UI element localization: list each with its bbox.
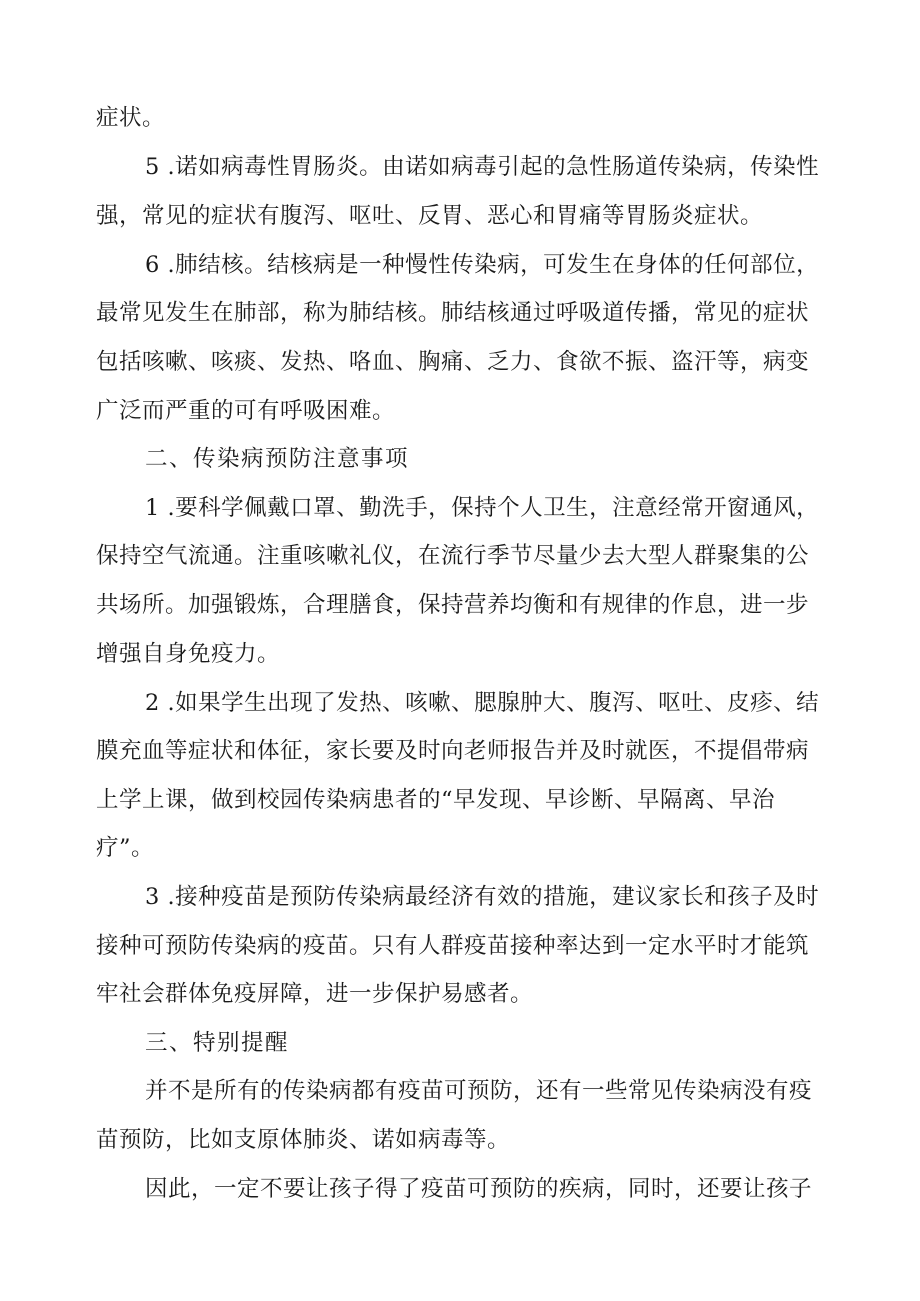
text-line: 1 .要科学佩戴口罩、勤洗手，保持个人卫生，注意经常开窗通风， [145, 495, 820, 521]
text-line: 广泛而严重的可有呼吸困难。 [96, 398, 396, 424]
text-line: 上学上课，做到校园传染病患者的“早发现、早诊断、早隔离、早治 [96, 787, 776, 813]
text-line: 并不是所有的传染病都有疫苗可预防，还有一些常见传染病没有疫 [145, 1078, 813, 1104]
text-line: 共场所。加强锻炼，合理膳食，保持营养均衡和有规律的作息，进一步 [96, 592, 810, 618]
text-line: 接种可预防传染病的疫苗。只有人群疫苗接种率达到一定水平时才能筑 [96, 933, 810, 959]
text-line: 保持空气流通。注重咳嗽礼仪，在流行季节尽量少去大型人群聚集的公 [96, 543, 810, 569]
section-heading: 二、传染病预防注意事项 [145, 446, 410, 472]
text-line: 包括咳嗽、咳痰、发热、咯血、胸痛、乏力、食欲不振、盗汗等，病变 [96, 349, 810, 375]
text-line: 强，常见的症状有腹泻、呕吐、反胃、恶心和胃痛等胃肠炎症状。 [96, 203, 764, 229]
text-line: 疗”。 [96, 835, 155, 861]
text-line: 3 .接种疫苗是预防传染病最经济有效的措施，建议家长和孩子及时 [145, 884, 820, 910]
text-line: 膜充血等症状和体征，家长要及时向老师报告并及时就医，不提倡带病 [96, 738, 810, 764]
text-line: 苗预防，比如支原体肺炎、诺如病毒等。 [96, 1127, 511, 1153]
text-line: 2 .如果学生出现了发热、咳嗽、腮腺肿大、腹泻、呕吐、皮疹、结 [145, 690, 820, 716]
text-line: 牢社会群体免疫屏障，进一步保护易感者。 [96, 981, 534, 1007]
text-line: 增强自身免疫力。 [96, 641, 281, 667]
text-line: 6 .肺结核。结核病是一种慢性传染病，可发生在身体的任何部位， [145, 252, 820, 278]
text-line: 症状。 [96, 105, 166, 131]
text-line: 因此，一定不要让孩子得了疫苗可预防的疾病，同时，还要让孩子 [145, 1176, 813, 1202]
section-heading: 三、特别提醒 [145, 1030, 290, 1056]
text-line: 最常见发生在肺部，称为肺结核。肺结核通过呼吸道传播，常见的症状 [96, 300, 810, 326]
text-line: 5 .诺如病毒性胃肠炎。由诺如病毒引起的急性肠道传染病，传染性 [145, 154, 820, 180]
